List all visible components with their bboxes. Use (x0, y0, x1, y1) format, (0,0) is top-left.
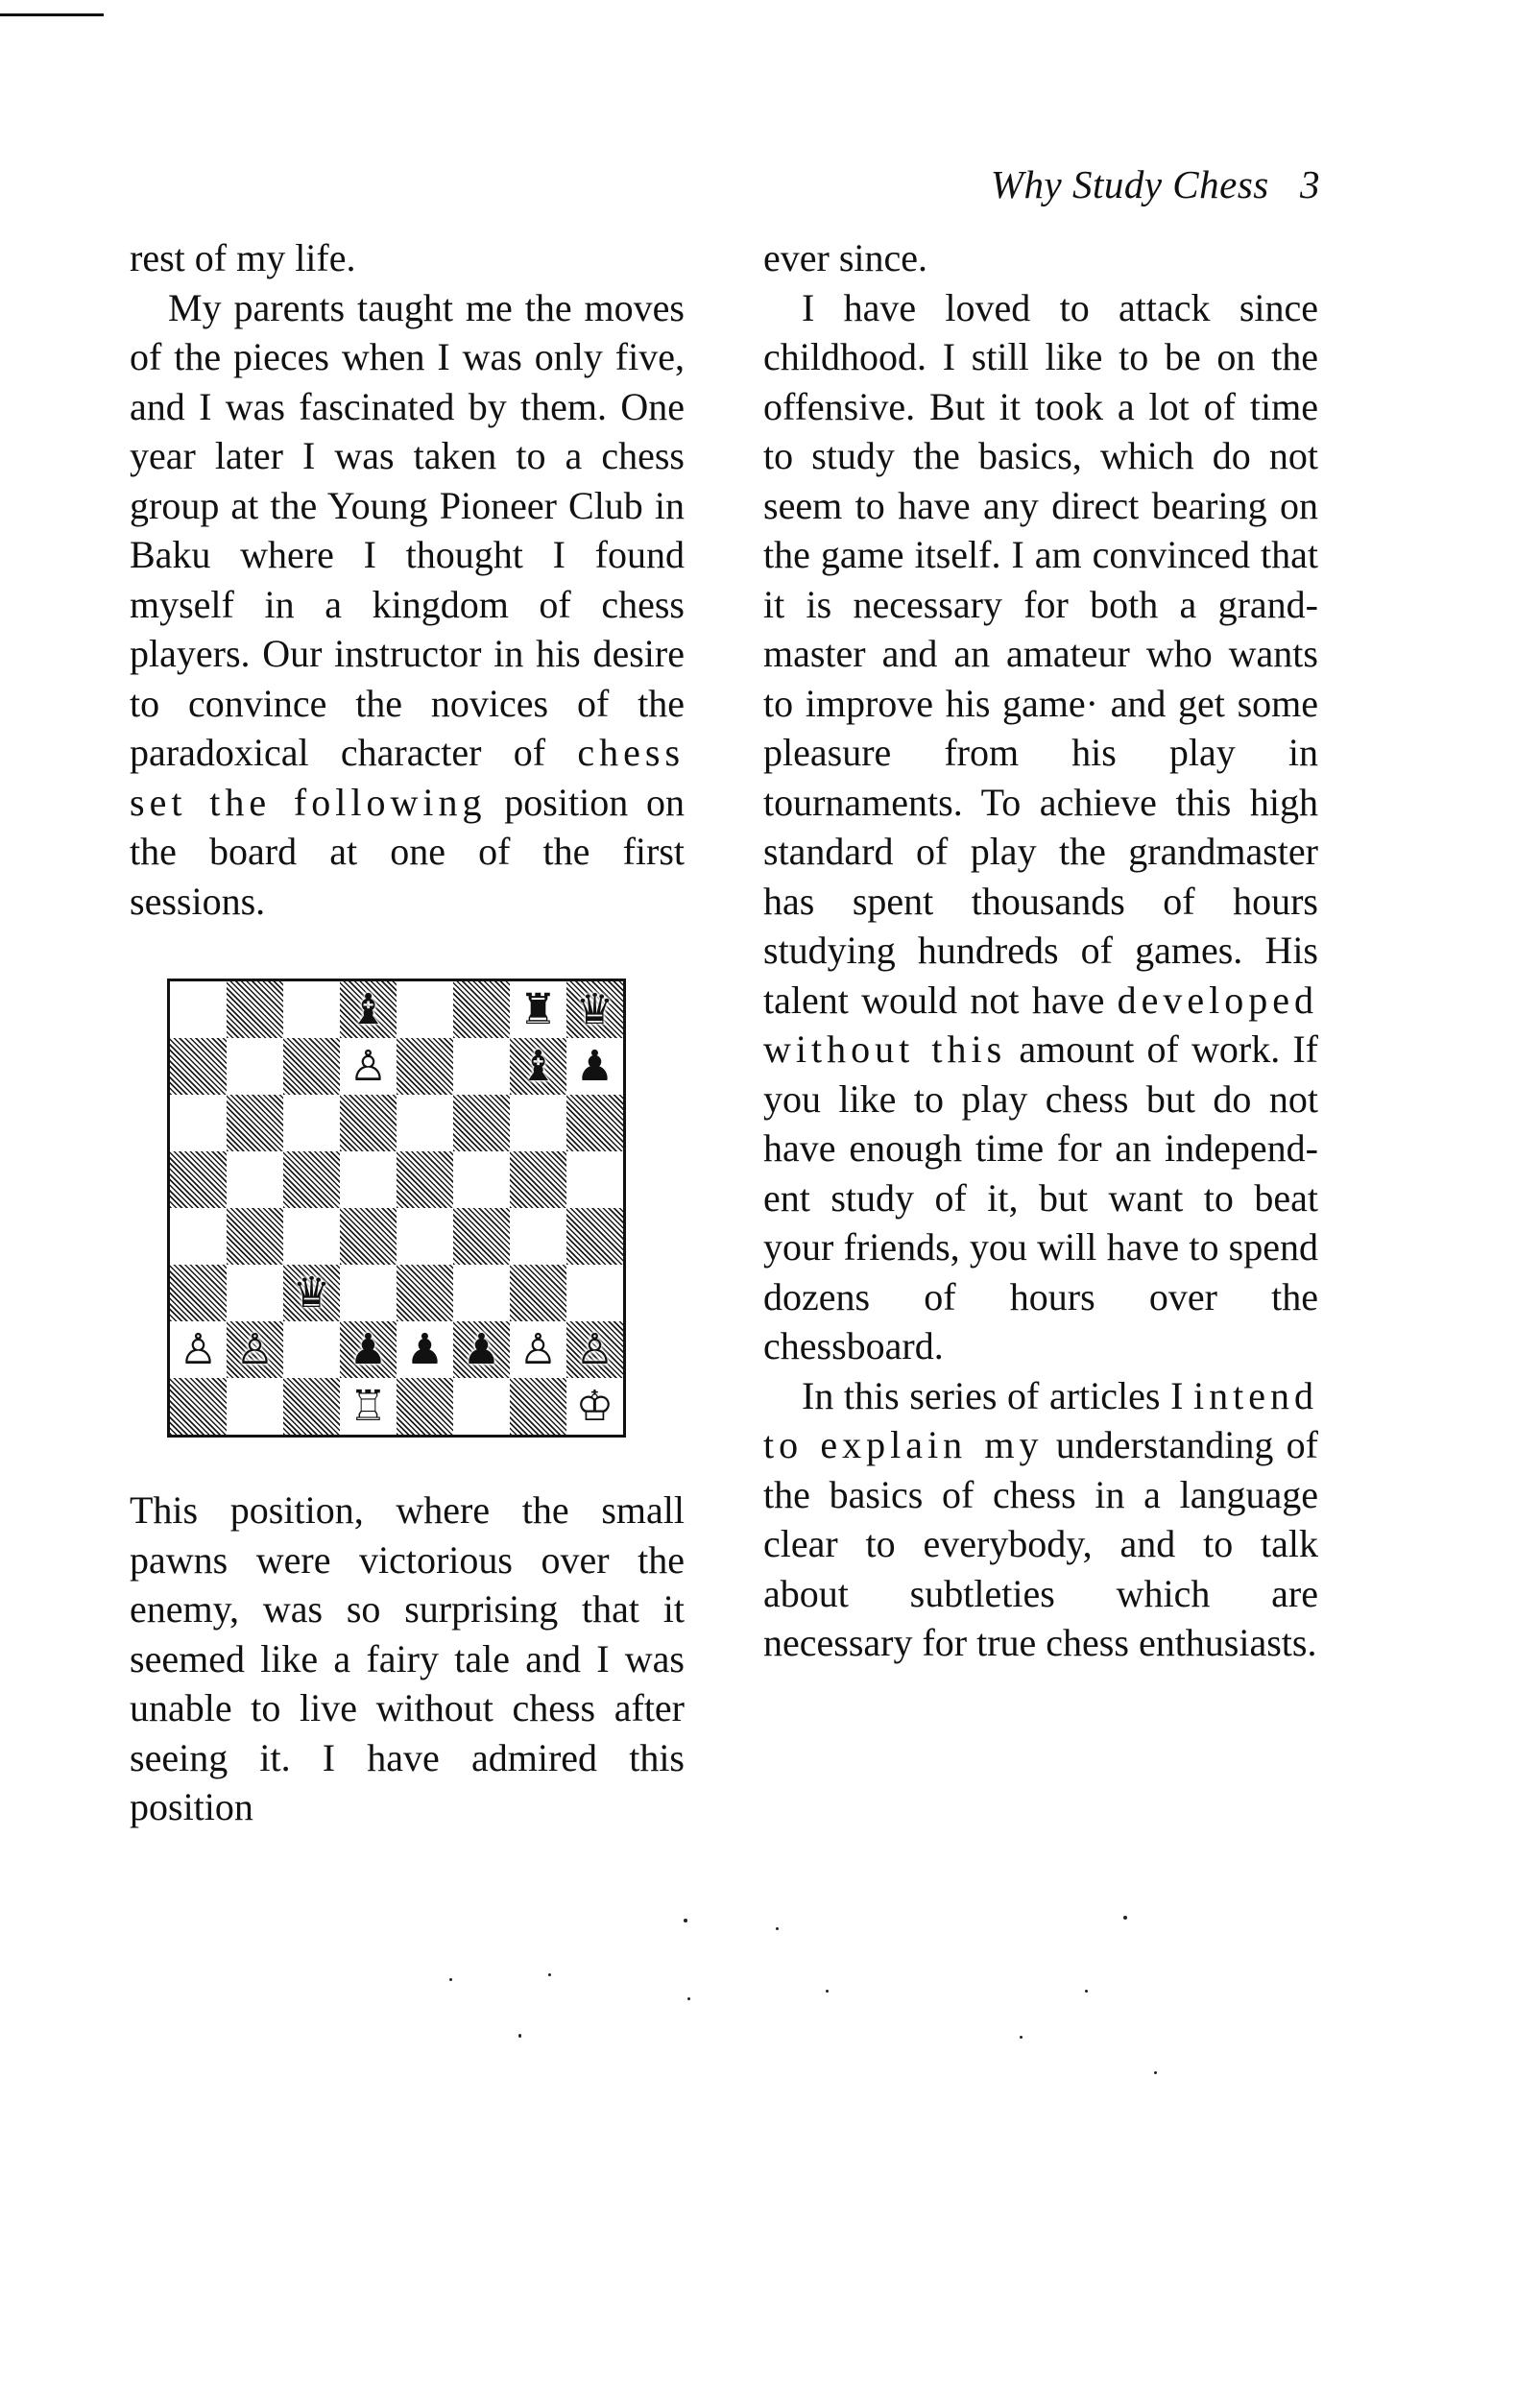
board-square (453, 1151, 510, 1208)
chess-piece: ♙ (235, 1324, 275, 1374)
chess-piece: ♟ (405, 1324, 445, 1374)
board-square (453, 981, 510, 1038)
board-square (170, 1321, 227, 1378)
board-square (170, 1265, 227, 1321)
board-square (227, 1208, 283, 1265)
board-square (170, 1151, 227, 1208)
left-paragraph-2-spaced: chess set the following (130, 731, 686, 824)
board-square (397, 1038, 453, 1095)
running-title: Why Study Chess (990, 162, 1269, 206)
board-square (170, 1038, 227, 1095)
board-square (283, 1038, 340, 1095)
board-square (566, 1265, 623, 1321)
board-square (340, 1265, 397, 1321)
scan-speck (776, 1927, 779, 1930)
board-square (283, 1265, 340, 1321)
board-square (340, 1321, 397, 1378)
board-square (510, 1378, 566, 1435)
board-square (566, 1208, 623, 1265)
board-square (227, 1038, 283, 1095)
right-paragraph-3-end: understanding of the basics of chess in a language clear to everybody, and to talk about subtleties which are necessary for true chess enthusiasts. (763, 1423, 1318, 1664)
scan-speck (826, 1990, 829, 1993)
board-square (510, 1265, 566, 1321)
left-paragraph-3: This position, where the small pawns were victorious over the enemy, was so surprising that it seemed like a fairy tale and I was unable to live without chess after seeing it. I have admired this position (130, 1488, 685, 1828)
board-square (227, 981, 283, 1038)
chess-piece: ♝ (518, 1041, 558, 1091)
board-square (227, 1321, 283, 1378)
board-square (397, 1151, 453, 1208)
board-square (170, 1208, 227, 1265)
board-square (227, 1151, 283, 1208)
left-paragraph-2 (130, 283, 685, 927)
board-square (397, 1208, 453, 1265)
board-square (453, 1265, 510, 1321)
scan-speck (1085, 1990, 1088, 1993)
scan-speck (548, 1973, 551, 1976)
chess-piece: ♖ (349, 1381, 388, 1431)
page-number: 3 (1300, 162, 1320, 206)
board-square (566, 1378, 623, 1435)
right-paragraph-2 (763, 283, 1318, 1371)
running-head (991, 161, 1320, 207)
board-square (283, 1321, 340, 1378)
right-column (763, 233, 1318, 1668)
right-paragraph-2-end: amount of work. If you like to play chess but do not have enough time for an independ-ent study of it, but want to beat your friends, you will have to spend dozens of hours over the chessboard. (763, 1027, 1318, 1367)
board-square (340, 1095, 397, 1151)
scan-speck (1123, 1916, 1127, 1920)
left-paragraph-2-text: My parents taught me the moves of the pieces when I was only five, and I was fascinated by them. One year later I was taken to a chess group at the Young Pioneer Club in Baku where I thought I found myself in a kingdom of chess players. Our instructor in his desire to convince the novices of the paradoxical character of (130, 285, 685, 774)
scan-speck (1154, 2071, 1157, 2074)
board-square (510, 1208, 566, 1265)
board-square (227, 1095, 283, 1151)
chess-board (167, 979, 626, 1438)
scan-speck (1020, 2036, 1023, 2039)
right-paragraph-3-spaced: intend to explain my (763, 1373, 1318, 1466)
board-square (397, 1378, 453, 1435)
board-square (283, 1208, 340, 1265)
board-square (397, 1321, 453, 1378)
board-square (227, 1265, 283, 1321)
board-square (510, 1321, 566, 1378)
left-column (130, 233, 685, 1832)
board-square (170, 1378, 227, 1435)
chess-piece: ♙ (518, 1324, 558, 1374)
corner-rule (0, 13, 104, 16)
board-square (283, 1095, 340, 1151)
board-square (283, 981, 340, 1038)
chess-piece: ♟ (349, 1324, 388, 1374)
board-square (170, 1095, 227, 1151)
board-square (397, 1095, 453, 1151)
board-square (566, 1095, 623, 1151)
board-square (453, 1208, 510, 1265)
board-square (453, 1038, 510, 1095)
board-square (340, 981, 397, 1038)
chess-diagram (130, 979, 685, 1438)
board-square (170, 981, 227, 1038)
chess-piece: ♜ (518, 984, 558, 1034)
board-square (340, 1151, 397, 1208)
board-square (453, 1095, 510, 1151)
board-square (510, 1095, 566, 1151)
board-square (283, 1378, 340, 1435)
scan-speck (518, 2034, 521, 2038)
left-paragraph-2-end: position on the board at one of the first sessions. (130, 780, 685, 923)
right-paragraph-2-spaced: developed without this (763, 978, 1319, 1071)
board-square (453, 1321, 510, 1378)
board-square (340, 1378, 397, 1435)
chess-piece: ♙ (179, 1324, 218, 1374)
chess-piece: ♙ (575, 1324, 614, 1374)
board-square (566, 1321, 623, 1378)
board-square (453, 1378, 510, 1435)
left-paragraph-1: rest of my life. (130, 236, 356, 279)
board-square (510, 1151, 566, 1208)
chess-piece: ♙ (349, 1041, 388, 1091)
scan-speck (449, 1978, 452, 1981)
right-paragraph-2-text: I have loved to attack since childhood. I still like to be on the offensive. But it took a lot of time to study the basics, which do not seem to have any direct bearing on the game itself. I am convinced that it is necessary for both a grand-master and an amateur who wants to improve his game· and get some pleasure from his play in tournaments. To achieve this high standard of play the grandmaster has spent thousands of hours studying hundreds of games. His talent would not have (763, 285, 1318, 1022)
right-paragraph-1: ever since. (763, 236, 928, 279)
right-paragraph-3 (763, 1371, 1318, 1668)
scan-speck (684, 1919, 687, 1922)
chess-piece: ♛ (292, 1268, 331, 1317)
board-square (510, 1038, 566, 1095)
board-square (397, 981, 453, 1038)
scan-speck (687, 1997, 690, 2000)
right-paragraph-3-start: In this series of articles I (802, 1373, 1184, 1417)
board-square (340, 1038, 397, 1095)
chess-piece: ♝ (349, 984, 388, 1034)
chess-piece: ♟ (575, 1041, 614, 1091)
board-square (566, 981, 623, 1038)
board-square (340, 1208, 397, 1265)
chess-piece: ♔ (575, 1381, 614, 1431)
board-square (227, 1378, 283, 1435)
board-square (566, 1151, 623, 1208)
chess-piece: ♟ (462, 1324, 501, 1374)
board-square (397, 1265, 453, 1321)
board-square (283, 1151, 340, 1208)
board-square (566, 1038, 623, 1095)
chess-piece: ♛ (575, 984, 614, 1034)
board-square (510, 981, 566, 1038)
